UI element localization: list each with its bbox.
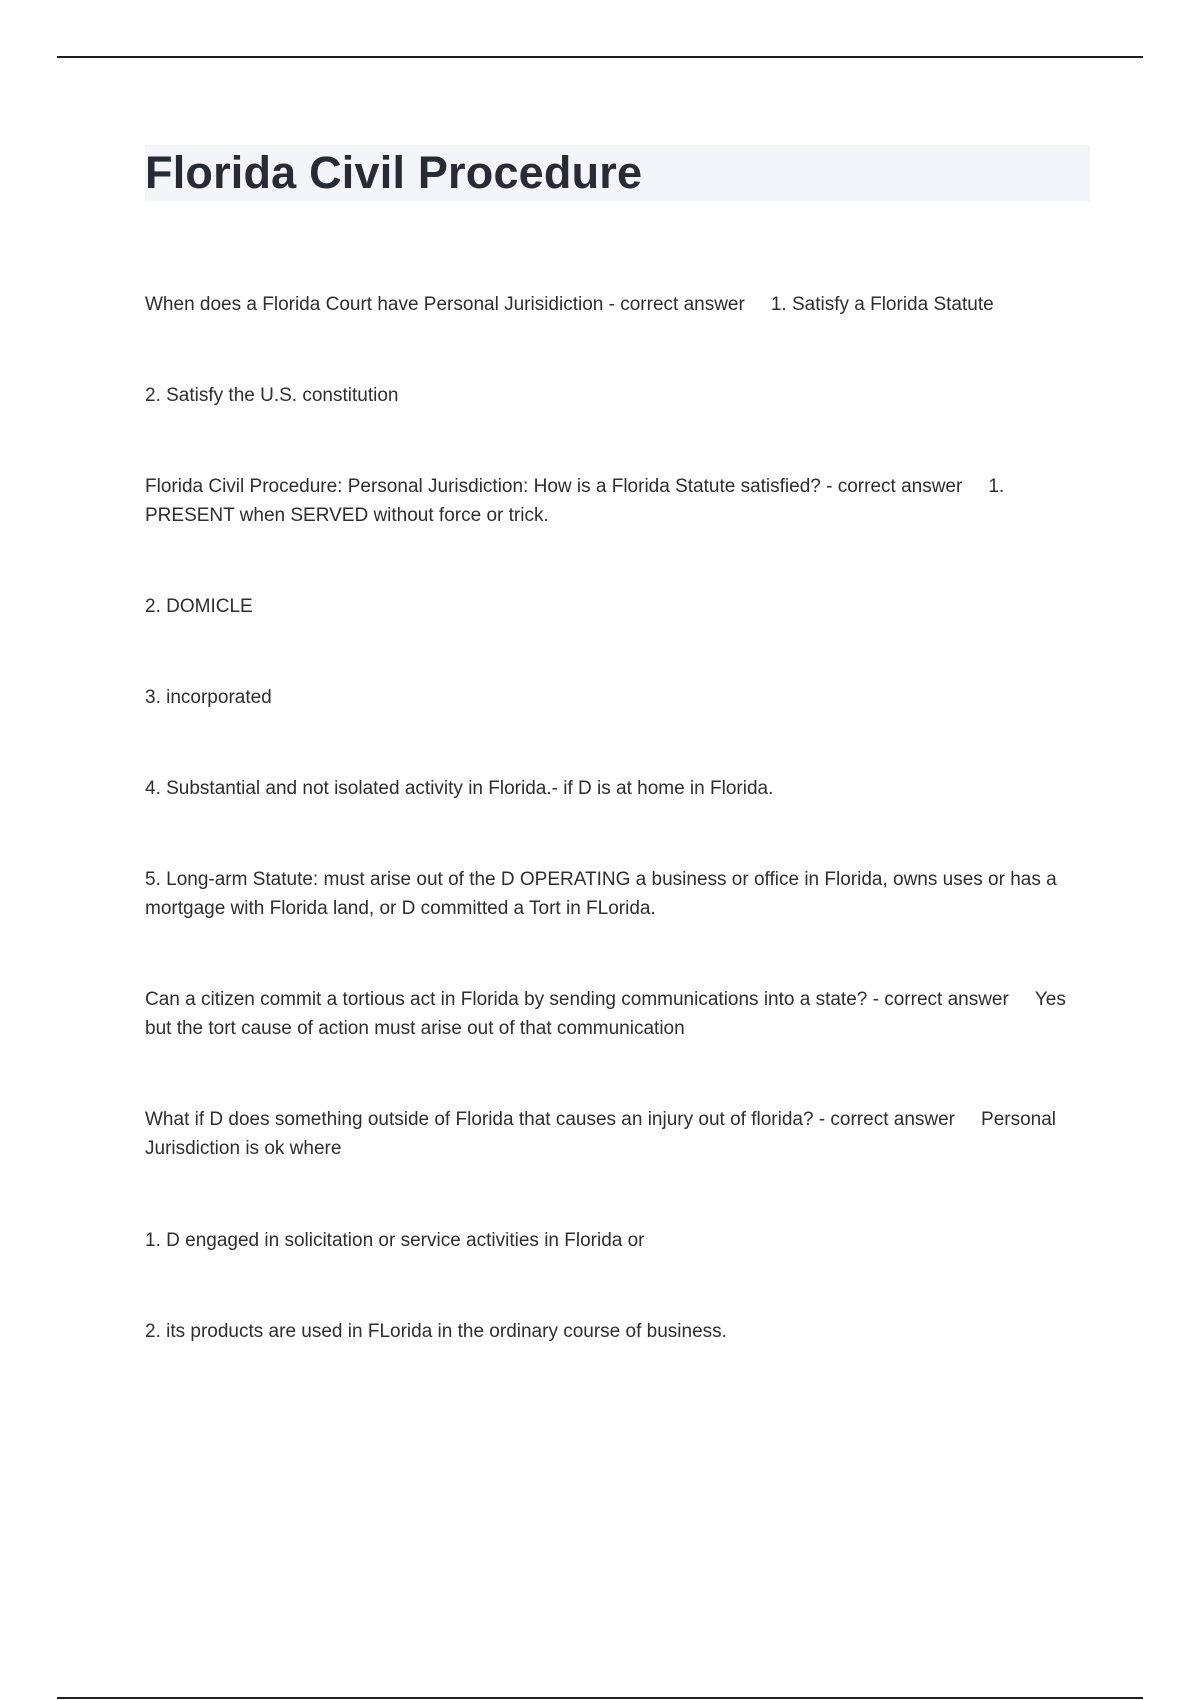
qa-paragraph (145, 472, 1090, 530)
answer-text: Yes but the tort cause of action must arise out of that communication (145, 989, 1066, 1039)
question-text: When does a Florida Court have Personal Jurisidiction - correct answer (145, 294, 745, 315)
list-item: 4. Substantial and not isolated activity in Florida.- if D is at home in Florida. (145, 778, 774, 799)
top-rule (57, 56, 1143, 58)
question-text: Can a citizen commit a tortious act in Florida by sending communications into a state? - correct answer (145, 989, 1009, 1010)
qa-paragraph (145, 1105, 1090, 1163)
qa-paragraph (145, 290, 1090, 319)
answer-text: 1. PRESENT when SERVED without force or trick. (145, 476, 1005, 526)
answer-text: 1. Satisfy a Florida Statute (770, 294, 994, 315)
document-title: Florida Civil Procedure (145, 147, 643, 198)
bottom-rule (57, 1697, 1143, 1699)
qa-paragraph (145, 985, 1090, 1043)
question-text: What if D does something outside of Florida that causes an injury out of florida? - correct answer (145, 1109, 956, 1130)
list-item: 2. its products are used in FLorida in the ordinary course of business. (145, 1321, 727, 1342)
question-text: Florida Civil Procedure: Personal Jurisdiction: How is a Florida Statute satisfied? - correct answer (145, 476, 963, 497)
list-item: 3. incorporated (145, 687, 272, 708)
list-item: 2. Satisfy the U.S. constitution (145, 385, 399, 406)
answer-text: Personal Jurisdiction is ok where (145, 1109, 1057, 1159)
list-item: 5. Long-arm Statute: must arise out of the D OPERATING a business or office in Florida, owns uses or has a mortgage with Florida land, or D committed a Tort in FLorida. (145, 869, 1057, 919)
list-item: 1. D engaged in solicitation or service activities in Florida or (145, 1230, 645, 1251)
list-item: 2. DOMICLE (145, 596, 253, 617)
